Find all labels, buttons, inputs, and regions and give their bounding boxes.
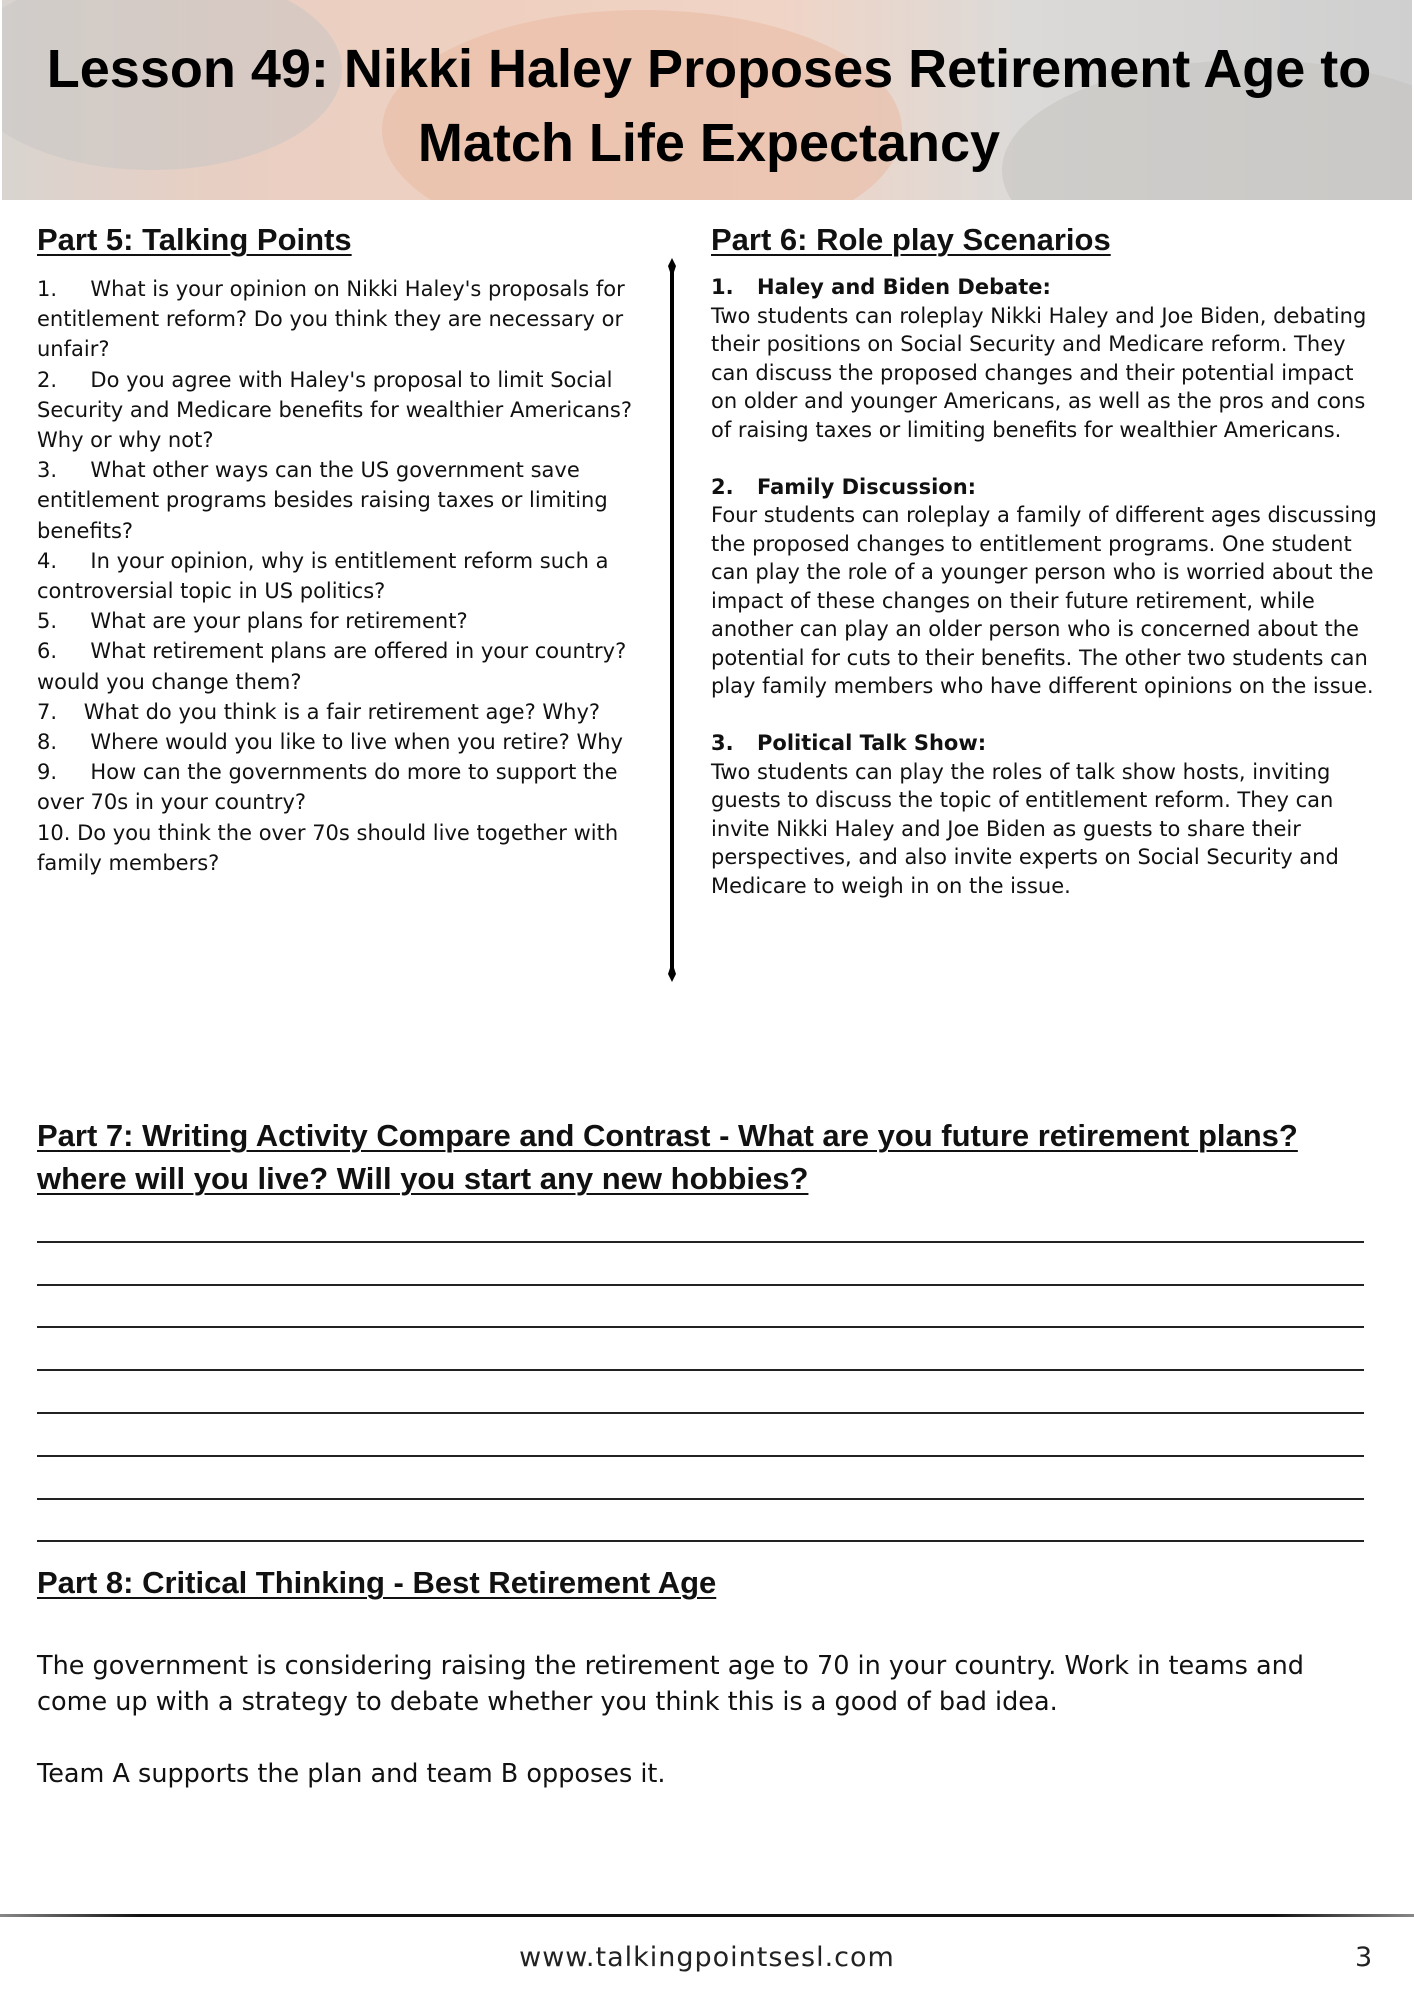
scenario-number: 2. [711, 474, 734, 499]
scenario-title [711, 473, 1381, 502]
header-banner [2, 0, 1412, 200]
scenario-text: Four students can roleplay a family of different ages discussing the proposed changes to entitlement programs. One student can play the role of a younger person who is worried about the impact of these changes on their future retirement, while another can play an older person who is concerned about the potential for cuts to their benefits. The other two students can play family members who have different opinions on the issue. [711, 503, 1377, 698]
list-item: 1. What is your opinion on Nikki Haley's proposals for entitlement reform? Do you think they are necessary or unfair? [37, 277, 625, 362]
list-item: 8. Where would you like to live when you retire? Why [37, 730, 623, 755]
writing-line[interactable] [37, 1328, 1364, 1371]
list-item: 2. Do you agree with Haley's proposal to limit Social Security and Medicare benefits for wealthier Americans? Why or why not? [37, 367, 633, 453]
part5-heading: Part 5: Talking Points [37, 222, 352, 257]
footer-url[interactable]: www.talkingpointsesl.com [519, 1942, 895, 1973]
scenario [711, 273, 1381, 444]
writing-line[interactable] [37, 1200, 1364, 1243]
writing-line[interactable] [37, 1414, 1364, 1457]
writing-line[interactable] [37, 1286, 1364, 1329]
scenario-text: Two students can play the roles of talk show hosts, inviting guests to discuss the topic of entitlement reform. They can invite Nikki Haley and Joe Biden as guests to share their perspectives, and also invite experts on Social Security and Medicare to weigh in on the issue. [711, 759, 1339, 898]
part7-heading: Part 7: Writing Activity Compare and Contrast - What are you future retirement plans? where will you live? Will you start any new hobbies? [37, 1118, 1298, 1196]
part8-heading: Part 8: Critical Thinking - Best Retirement Age [37, 1565, 717, 1600]
scenario-number: 3. [711, 731, 734, 755]
scenario-number: 1. [711, 275, 734, 299]
list-item: 9. How can the governments do more to support the over 70s in your country? [37, 760, 618, 815]
scenario-title-text: Haley and Biden Debate: [757, 275, 1051, 299]
list-item: 3. What other ways can the US government save entitlement programs besides raising taxes or limiting benefits? [37, 458, 608, 543]
scenario-title-text: Family Discussion: [757, 474, 977, 499]
talking-points-list [37, 274, 662, 878]
list-item: 4. In your opinion, why is entitlement reform such a controversial topic in US politics? [37, 548, 609, 604]
page-number: 3 [1355, 1942, 1373, 1973]
scenario-title [711, 273, 1381, 302]
writing-line[interactable] [37, 1500, 1364, 1543]
page-title-line1: Lesson 49: Nikki Haley Proposes Retirement Age to [46, 39, 1372, 99]
footer-divider [0, 1914, 1414, 1917]
scenario-title [711, 729, 1381, 758]
roleplay-scenarios [711, 273, 1381, 929]
scenario-text: Two students can roleplay Nikki Haley and Joe Biden, debating their positions on Social Security and Medicare reform. They can discuss the proposed changes and their potential impact on older and younger Americans, as well as the pros and cons of raising taxes or limiting benefits for wealthier Americans. [711, 303, 1367, 442]
part8-teams: Team A supports the plan and team B opposes it. [37, 1759, 666, 1789]
part8-paragraph: The government is considering raising the retirement age to 70 in your country. Work in teams and come up with a strategy to debate whether you think this is a good of bad idea. [37, 1651, 1304, 1717]
writing-line[interactable] [37, 1243, 1364, 1286]
writing-line[interactable] [37, 1371, 1364, 1414]
writing-lines[interactable] [37, 1200, 1364, 1542]
scenario-title-text: Political Talk Show: [757, 731, 987, 755]
list-item: 7. What do you think is a fair retirement age? Why? [37, 699, 601, 724]
part6-heading: Part 6: Role play Scenarios [711, 222, 1111, 257]
list-item: 5. What are your plans for retirement? [37, 609, 468, 634]
page-title-line2: Match Life Expectancy [417, 113, 1001, 173]
list-item: 6. What retirement plans are offered in your country? would you change them? [37, 639, 627, 694]
scenario [711, 473, 1381, 701]
column-divider [667, 258, 677, 982]
list-item: 10. Do you think the over 70s should live together with family members? [37, 820, 619, 875]
scenario [711, 729, 1381, 900]
writing-line[interactable] [37, 1457, 1364, 1500]
